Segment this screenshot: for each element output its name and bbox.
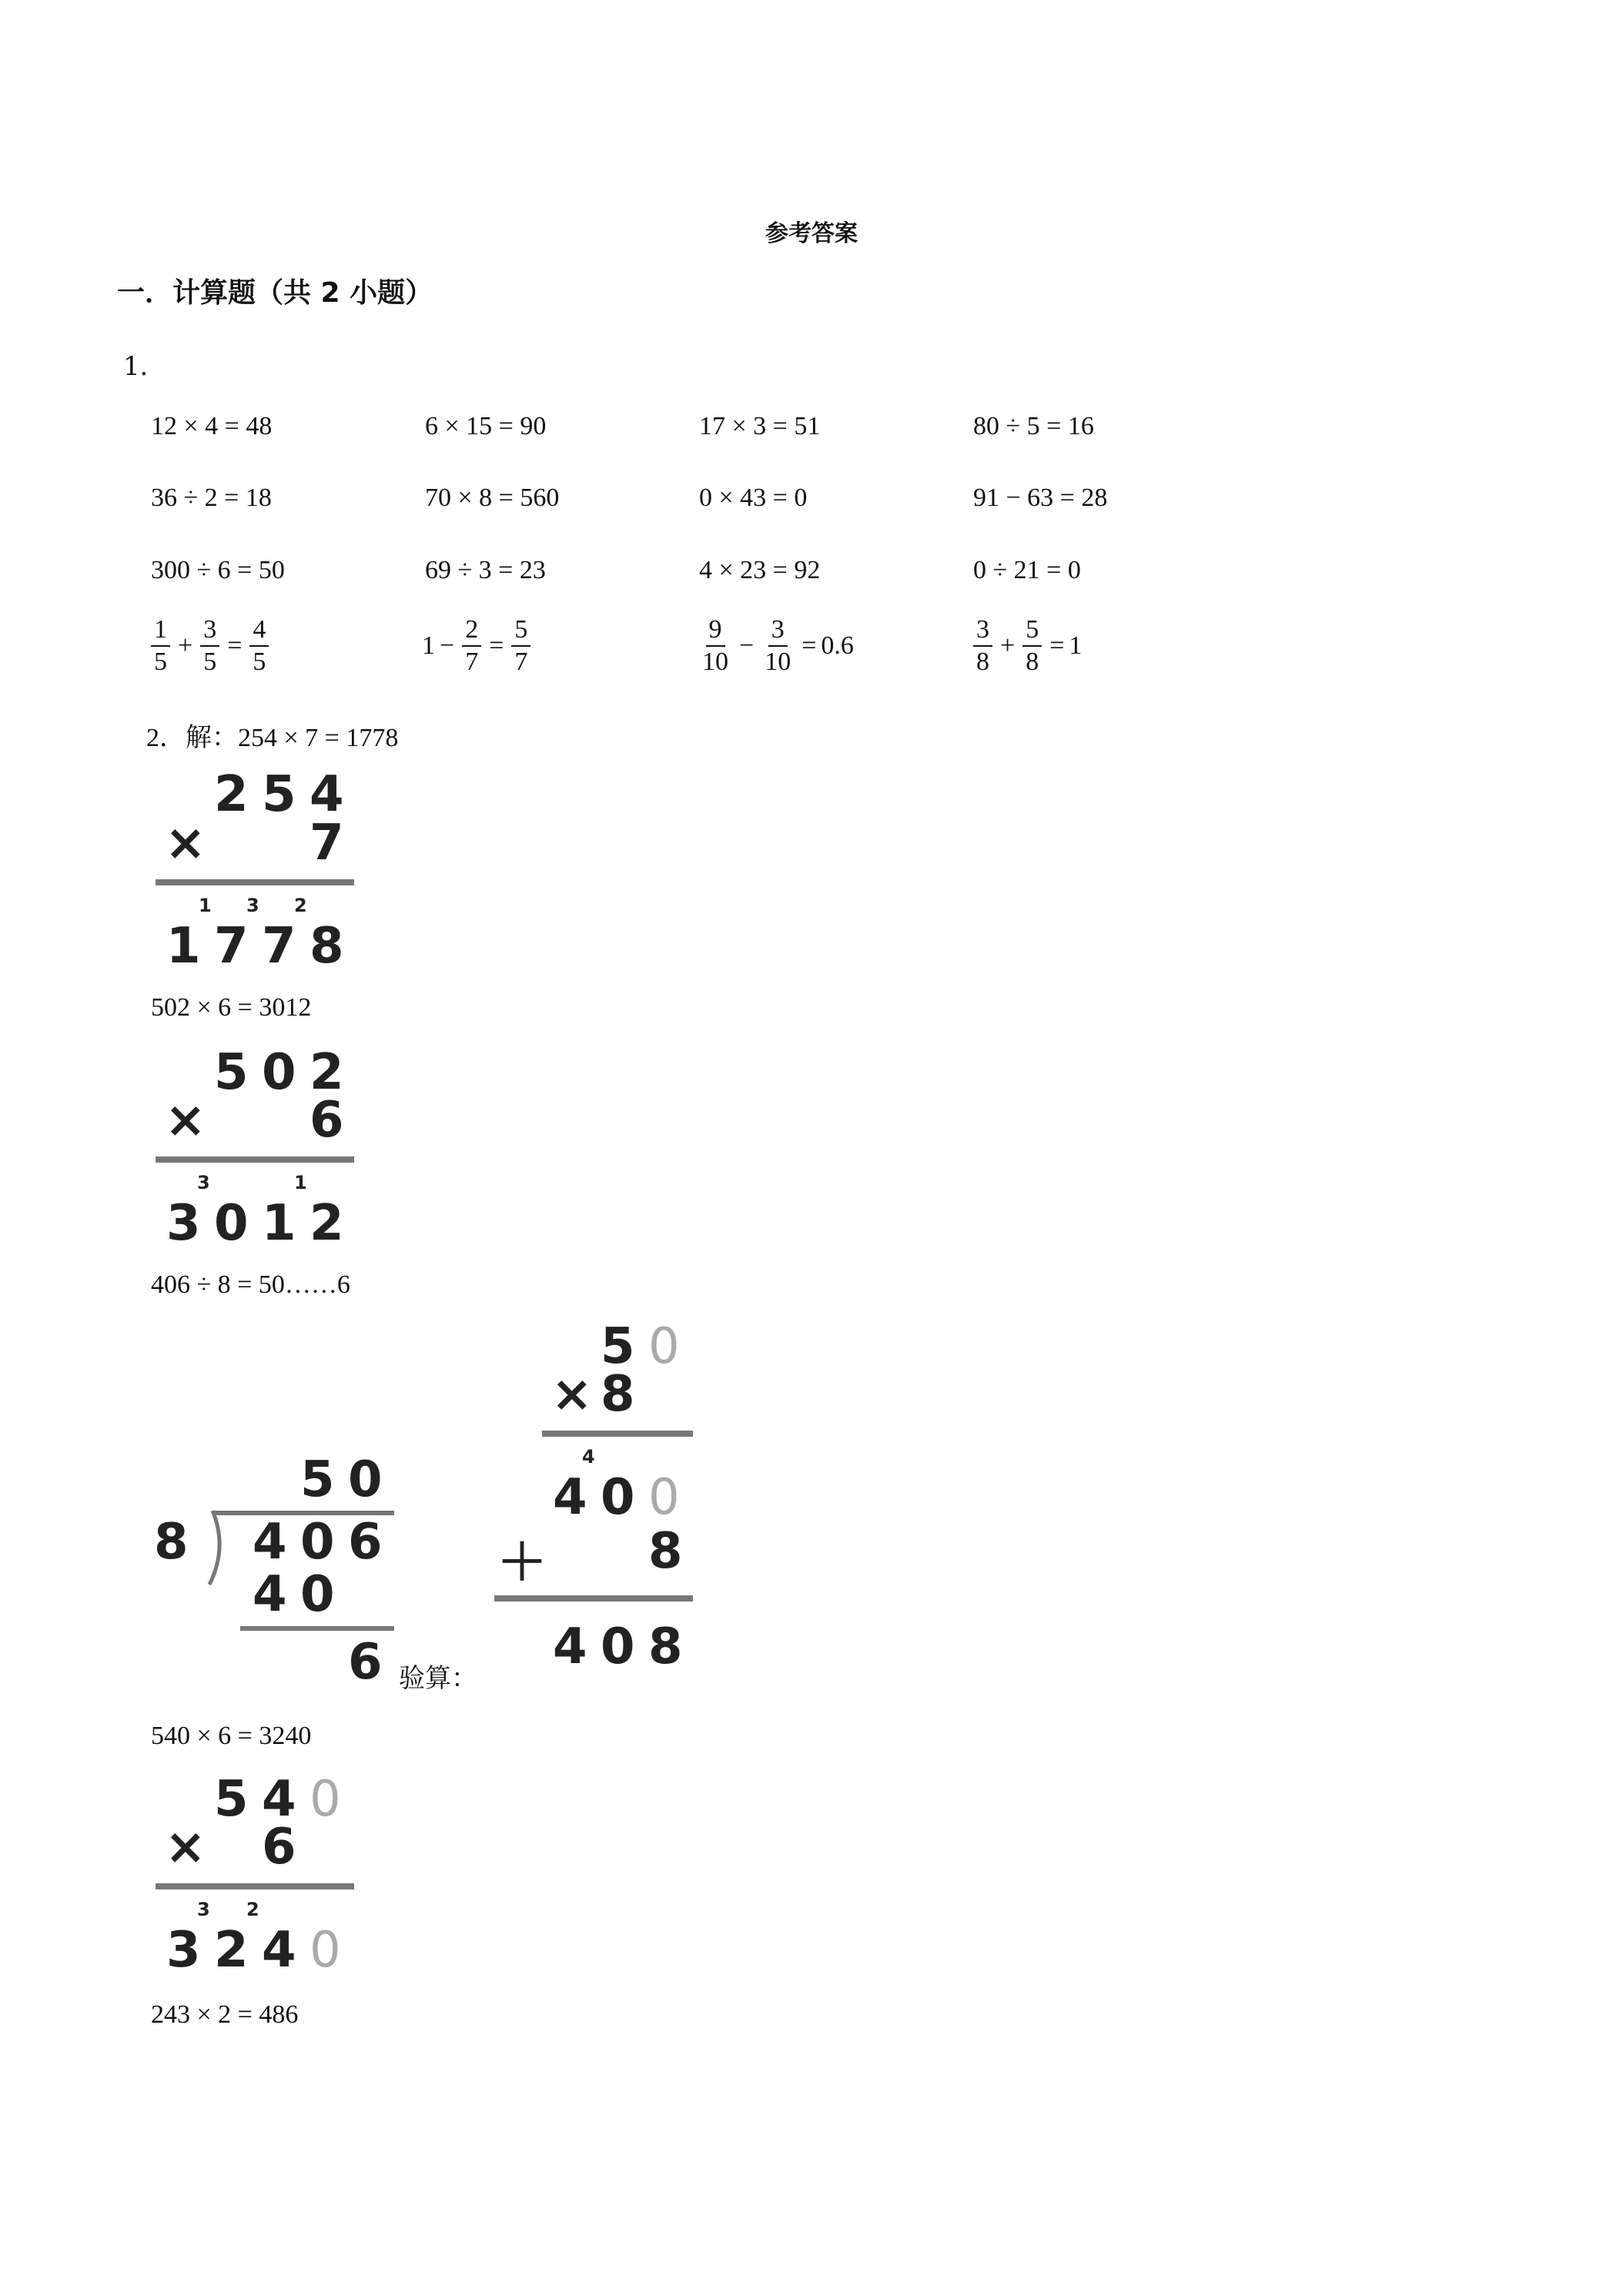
digit: 2 (310, 1195, 344, 1252)
digit: 6 (348, 1514, 383, 1571)
digit: 8 (310, 918, 344, 975)
question-2-intro: 2．解：254 × 7 = 1778 (146, 724, 399, 752)
fraction-equation: $\frac{9}{10}$ − $\frac{3}{10}$ = 0.6 (702, 615, 854, 676)
question-number-1: 1． (123, 351, 166, 382)
times-sign: × (165, 1819, 206, 1876)
equation: 12 × 4 = 48 (151, 412, 273, 440)
equation: 69 ÷ 3 = 23 (425, 556, 546, 584)
digit: 0 (300, 1514, 335, 1571)
digit: 0 (262, 1044, 296, 1101)
digit: 4 (253, 1514, 287, 1571)
digit: 2 (310, 1044, 344, 1101)
divisor: 8 (154, 1514, 189, 1571)
fraction-equation: $\frac{3}{8}$ + $\frac{5}{8}$ = 1 (970, 616, 1082, 675)
digit: 7 (262, 918, 296, 975)
digit: 0 (310, 1922, 341, 1979)
digit: 7 (310, 815, 344, 872)
result-line (156, 1156, 354, 1163)
digit: 2 (214, 766, 249, 823)
equation: 406 ÷ 8 = 50……6 (151, 1270, 350, 1299)
digit: 5 (214, 1044, 249, 1101)
carry-digit: 3 (197, 1899, 210, 1920)
equation: 540 × 6 = 3240 (151, 1722, 312, 1750)
digit: 3 (166, 1922, 201, 1979)
remainder: 6 (348, 1634, 383, 1691)
carry-digit: 3 (197, 1172, 210, 1193)
digit: 4 (553, 1469, 587, 1526)
digit: 6 (262, 1819, 296, 1876)
equation: 91 − 63 = 28 (973, 484, 1108, 512)
digit: 0 (601, 1469, 635, 1526)
carry-digit: 3 (246, 895, 259, 916)
carry-digit: 2 (294, 895, 307, 916)
digit: 0 (648, 1469, 680, 1526)
digit: 8 (601, 1366, 635, 1423)
digit: 0 (648, 1318, 680, 1375)
carry-digit: 2 (246, 1899, 259, 1920)
digit: 5 (214, 1771, 249, 1828)
digit: 5 (262, 766, 296, 823)
digit: 4 (553, 1618, 587, 1675)
subtraction-line (240, 1626, 394, 1631)
carry-digit: 4 (582, 1446, 595, 1468)
digit: 2 (214, 1922, 249, 1979)
equation: 6 × 15 = 90 (425, 412, 547, 440)
digit: 4 (253, 1566, 287, 1623)
fraction-equation: 1 − $\frac{2}{7}$ = $\frac{5}{7}$ (422, 616, 534, 675)
equation: 36 ÷ 2 = 18 (151, 484, 272, 512)
quotient-digit: 0 (348, 1451, 383, 1508)
carry-digit: 1 (199, 895, 212, 916)
digit: 5 (601, 1318, 635, 1375)
digit: 6 (310, 1092, 344, 1149)
division-bracket (202, 1509, 229, 1586)
digit: 8 (648, 1618, 683, 1675)
check-label: 验算： (399, 1665, 477, 1693)
digit: 0 (601, 1618, 635, 1675)
equation: 502 × 6 = 3012 (151, 993, 312, 1022)
digit: 1 (262, 1195, 296, 1252)
times-sign: × (551, 1366, 593, 1423)
fraction-equation: $\frac{1}{5}$ + $\frac{3}{5}$ = $\frac{4}{5}$ (148, 616, 272, 675)
times-sign: × (165, 1092, 206, 1149)
equation: 0 ÷ 21 = 0 (973, 556, 1081, 584)
equation: 17 × 3 = 51 (699, 412, 821, 440)
digit: 4 (262, 1922, 296, 1979)
digit: 1 (166, 918, 201, 975)
quotient-digit: 5 (300, 1451, 335, 1508)
digit: 7 (214, 918, 249, 975)
result-line (156, 1883, 354, 1889)
digit: 3 (166, 1195, 201, 1252)
result-line (494, 1595, 693, 1602)
digit: 4 (262, 1771, 296, 1828)
equation: 70 × 8 = 560 (425, 484, 560, 512)
digit: 0 (310, 1771, 341, 1828)
carry-digit: 1 (294, 1172, 307, 1193)
equation: 4 × 23 = 92 (699, 556, 821, 584)
result-line (156, 879, 354, 885)
result-line (542, 1431, 693, 1437)
equation: 243 × 2 = 486 (151, 2000, 299, 2029)
plus-sign: ＋ (497, 1535, 547, 1591)
page-title: 参考答案 (765, 220, 858, 247)
digit: 4 (310, 766, 344, 823)
equation: 80 ÷ 5 = 16 (973, 412, 1094, 440)
equation: 0 × 43 = 0 (699, 484, 808, 512)
times-sign: × (165, 815, 206, 872)
section-heading: 一．计算题（共 2 小题） (117, 277, 433, 309)
digit: 8 (648, 1523, 683, 1580)
equation: 300 ÷ 6 = 50 (151, 556, 285, 584)
digit: 0 (214, 1195, 249, 1252)
digit: 0 (300, 1566, 335, 1623)
